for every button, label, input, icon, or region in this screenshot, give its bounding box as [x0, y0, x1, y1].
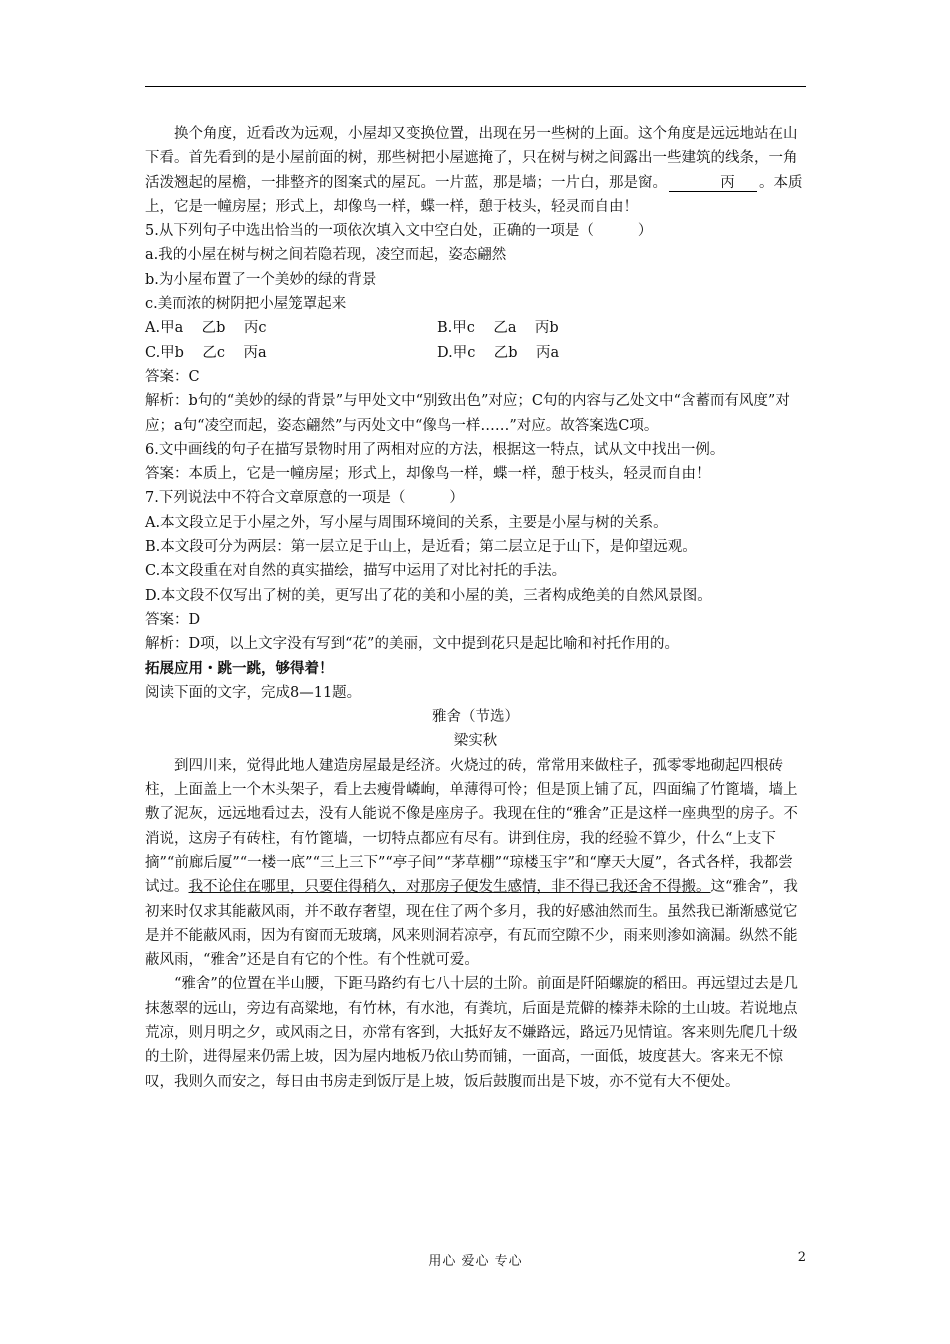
footer-motto: 用心 爱心 专心 [428, 1254, 523, 1269]
q7-analysis: 解析：D项，以上文字没有写到“花”的美丽，文中提到花只是起比喻和衬托作用的。 [145, 636, 679, 653]
q5-analysis: 解析：b句的“美妙的绿的背景”与甲处文中“别致出色”对应；C句的内容与乙处文中“含蓄而有风度”对应；a句“凌空而起，姿态翩然”与丙处文中“像鸟一样……”对应。故答案选C项。 [145, 393, 790, 434]
q7-option-c: C.本文段重在对自然的真实描绘，描写中运用了对比衬托的手法。 [145, 563, 567, 580]
passage-paragraph: 换个角度，近看改为远观，小屋却又变换位置，出现在另一些树的上面。这个角度是远远地站在山下看。首先看到的是小屋前面的树，那些树把小屋遮掩了，只在树与树之间露出一些建筑的线条，一角活泼翘起的屋檐，一排整齐的图案式的屋瓦。一片蓝，那是墙；一片白，那是窗。 丙 。本质上，它是一幢房屋；形式上，却像鸟一样，蝶一样，憩于枝头，轻灵而自由！ [145, 126, 803, 215]
q5-options [145, 316, 806, 365]
fill-blank: 丙 [669, 175, 757, 192]
q6-answer: 答案：本质上，它是一幢房屋；形式上，却像鸟一样，蝶一样，憩于枝头，轻灵而自由！ [145, 466, 711, 483]
article-author: 梁实秋 [453, 733, 498, 750]
question-7-stem: 7.下列说法中不符合文章原意的一项是（ ） [145, 490, 464, 507]
q7-option-b: B.本文段可分为两层：第一层立足于山上，是近看；第二层立足于山下，是仰望远观。 [145, 539, 697, 556]
article-paragraph-1: 到四川来，觉得此地人建造房屋最是经济。火烧过的砖，常常用来做柱子，孤零零地砌起四根砖柱，上面盖上一个木头架子，看上去瘦骨嶙峋，单薄得可怜；但是顶上铺了瓦，四面编了竹篦墙，墙上敷了泥灰，远远地看过去，没有人能说不像是座房子。我现在住的“雅舍”正是这样一座典型的房子。不消说，这房子有砖柱，有竹篦墙，一切特点都应有尽有。讲到住房，我的经验不算少，什么“上支下摘”“前廊后厦”“一楼一底”“三上三下”“亭子间”“茅草棚”“琼楼玉宇”和“摩天大厦”，各式各样，我都尝试过。我不论住在哪里，只要住得稍久，对那房子便发生感情，非不得已我还舍不得搬。这“雅舍”，我初来时仅求其能蔽风雨，并不敢存奢望，现在住了两个多月，我的好感油然而生。虽然我已渐渐感觉它是并不能蔽风雨，因为有窗而无玻璃，风来则洞若凉亭，有瓦而空隙不少，雨来则渗如滴漏。纵然不能蔽风雨，“雅舍”还是自有它的个性。有个性就可爱。 [145, 757, 798, 969]
article-title: 雅舍（节选） [432, 709, 519, 726]
reading-instruction: 阅读下面的文字，完成8—11题。 [145, 684, 362, 701]
q5-answer: 答案：C [145, 368, 200, 385]
q5-item-b: b.为小屋布置了一个美妙的绿的背景 [145, 271, 377, 288]
question-6-stem: 6.文中画线的句子在描写景物时用了两相对应的方法，根据这一特点，试从文中找出一例。 [145, 441, 725, 458]
q5-item-a: a.我的小屋在树与树之间若隐若现，凌空而起，姿态翩然 [145, 247, 507, 264]
q7-answer: 答案：D [145, 611, 201, 628]
page-number: 2 [797, 1250, 806, 1265]
q5-option-b: B.甲c 乙a 丙b [437, 320, 559, 337]
q5-option-a: A.甲a 乙b 丙c [145, 320, 267, 337]
page-content [145, 122, 806, 1094]
section-title: 拓展应用・跳一跳，够得着！ [145, 659, 334, 677]
q5-option-c: C.甲b 乙c 丙a [145, 344, 267, 361]
article-paragraph-2: “雅舍”的位置在半山腰，下距马路约有七八十层的土阶。前面是阡陌螺旋的稻田。再远望过去是几抹葱翠的远山，旁边有高粱地，有竹林，有水池，有粪坑，后面是荒僻的榛莽未除的土山坡。若说地点荒凉，则月明之夕，或风雨之日，亦常有客到，大抵好友不嫌路远，路远乃见情谊。客来则先爬几十级的土阶，进得屋来仍需上坡，因为屋内地板乃依山势而铺，一面高，一面低，坡度甚大。客来无不惊叹，我则久而安之，每日由书房走到饭厅是上坡，饭后鼓腹而出是下坡，亦不觉有大不便处。 [145, 976, 798, 1090]
header-rule [145, 86, 806, 87]
q5-option-d: D.甲c 乙b 丙a [437, 344, 560, 361]
question-5-stem: 5.从下列句子中选出恰当的一项依次填入文中空白处，正确的一项是（ ） [145, 223, 653, 240]
q7-option-a: A.本文段立足于小屋之外，写小屋与周围环境间的关系，主要是小屋与树的关系。 [145, 514, 668, 531]
underlined-sentence: 我不论住在哪里，只要住得稍久，对那房子便发生感情，非不得已我还舍不得搬。 [188, 879, 711, 896]
q7-option-d: D.本文段不仅写出了树的美，更写出了花的美和小屋的美，三者构成绝美的自然风景图。 [145, 587, 712, 604]
q5-item-c: c.美而浓的树阴把小屋笼罩起来 [145, 296, 347, 313]
